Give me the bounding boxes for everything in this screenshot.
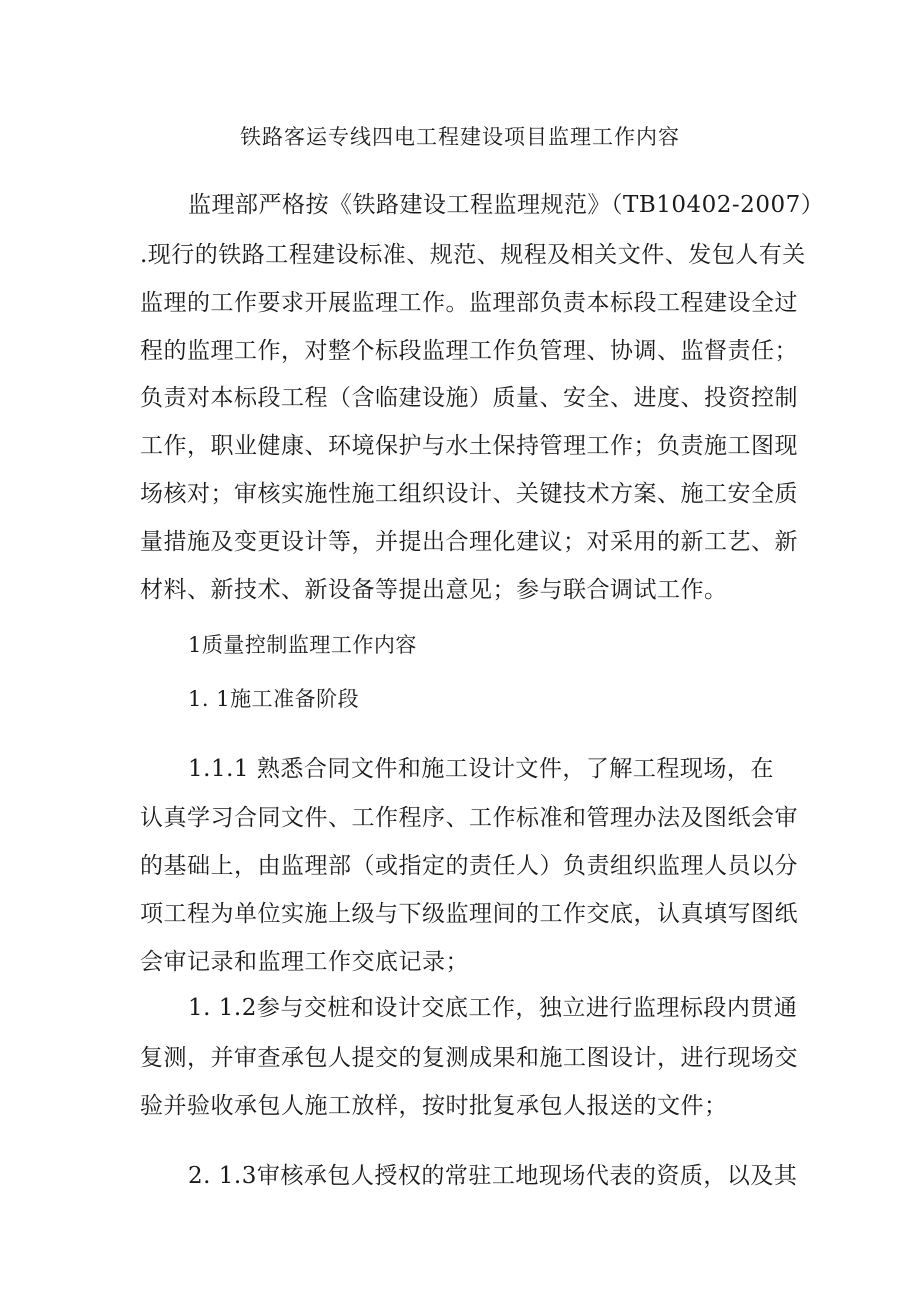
paragraph-line: 监理部严格按《铁路建设工程监理规范》（TB10402-2007） <box>188 192 825 218</box>
paragraph-line: 工作，职业健康、环境保护与水土保持管理工作；负责施工图现 <box>140 433 798 459</box>
paragraph-line: 认真学习合同文件、工作程序、工作标准和管理办法及图纸会审 <box>140 805 798 831</box>
paragraph-line: .现行的铁路工程建设标准、规范、规程及相关文件、发包人有关 <box>140 242 806 268</box>
paragraph-line: 1.1.1 熟悉合同文件和施工设计文件，了解工程现场，在 <box>188 756 774 782</box>
paragraph-line: 项工程为单位实施上级与下级监理间的工作交底，认真填写图纸 <box>140 901 798 927</box>
paragraph-line: 场核对；审核实施性施工组织设计、关键技术方案、施工安全质 <box>140 481 798 507</box>
document-title: 铁路客运专线四电工程建设项目监理工作内容 <box>240 125 680 149</box>
paragraph-line: 程的监理工作，对整个标段监理工作负管理、协调、监督责任； <box>140 338 798 364</box>
section-heading-1-1: 1. 1施工准备阶段 <box>188 687 360 711</box>
paragraph-line: 验并验收承包人施工放样，按时批复承包人报送的文件； <box>140 1093 728 1119</box>
paragraph-line: 复测，并审查承包人提交的复测成果和施工图设计，进行现场交 <box>140 1045 798 1071</box>
paragraph-line: 量措施及变更设计等，并提出合理化建议；对采用的新工艺、新 <box>140 529 798 555</box>
paragraph-line: 1. 1.2参与交桩和设计交底工作，独立进行监理标段内贯通 <box>188 995 798 1021</box>
paragraph-line: 监理的工作要求开展监理工作。监理部负责本标段工程建设全过 <box>140 290 798 316</box>
section-heading-1: 1质量控制监理工作内容 <box>188 633 417 657</box>
paragraph-line: 负责对本标段工程（含临建设施）质量、安全、进度、投资控制 <box>140 385 798 411</box>
paragraph-line: 会审记录和监理工作交底记录； <box>140 949 469 975</box>
paragraph-line: 2. 1.3审核承包人授权的常驻工地现场代表的资质，以及其 <box>188 1163 798 1189</box>
paragraph-line: 的基础上，由监理部（或指定的责任人）负责组织监理人员以分 <box>140 853 798 879</box>
paragraph-line: 材料、新技术、新设备等提出意见；参与联合调试工作。 <box>140 577 728 603</box>
